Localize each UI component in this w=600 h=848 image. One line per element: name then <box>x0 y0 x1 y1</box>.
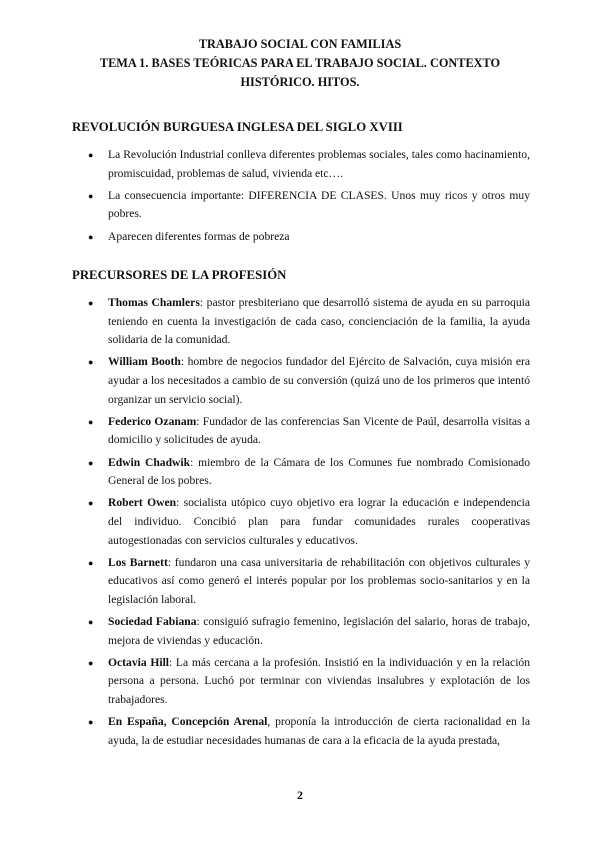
bullet-icon: ● <box>88 150 94 160</box>
list-item <box>72 454 530 491</box>
precursor-description: , proponía la introducción de cierta racionalidad en la ayuda, la de estudiar necesidades humanas de cara a la eficacia de la ayuda prestada, <box>108 715 530 747</box>
page-number: 2 <box>297 788 303 802</box>
list-item <box>72 294 530 350</box>
bullet-icon: ● <box>88 416 94 427</box>
bullet-icon: ● <box>88 190 94 201</box>
precursor-description: : Fundador de las conferencias San Vicente de Paúl, desarrolla visitas a domicilio y solicitudes de ayuda. <box>108 414 530 447</box>
precursores-bullet-list <box>72 294 530 754</box>
list-item <box>72 146 530 183</box>
bullet-icon: ● <box>88 657 94 668</box>
precursor-name: Sociedad Fabiana <box>108 615 197 629</box>
bullet-icon: ● <box>88 298 94 308</box>
document-header <box>60 35 540 92</box>
list-item <box>72 613 530 650</box>
header-topic-subtitle: HISTÓRICO. HITOS. <box>240 75 360 89</box>
bullet-icon: ● <box>88 357 94 368</box>
precursor-description: : fundaron una casa universitaria de rehabilitación con objetivos culturales y educativos así como generó el interés popular por los problemas socio-sanitarios y en la legislación laboral. <box>108 555 530 606</box>
bullet-icon: ● <box>88 231 94 242</box>
list-item <box>72 228 530 247</box>
revolucion-bullet-list <box>72 146 530 250</box>
precursor-description: : socialista utópico cuyo objetivo era lograr la educación e independencia del individuo. Concibió plan para fundar comunidades rurales cooperativas autogestionadas con servicios culturales y educativos. <box>108 496 531 547</box>
list-item-text: La Revolución Industrial conlleva diferentes problemas sociales, tales como hacinamiento, promiscuidad, problemas de salud, vivienda etc…. <box>108 148 530 180</box>
bullet-icon: ● <box>88 617 94 628</box>
header-course-title: TRABAJO SOCIAL CON FAMILIAS <box>198 37 402 51</box>
list-item <box>72 413 530 450</box>
list-item <box>72 654 530 710</box>
list-item <box>72 554 530 610</box>
section-title-revolucion: REVOLUCIÓN BURGUESA INGLESA DEL SIGLO XVIII <box>72 120 403 134</box>
precursor-description: : hombre de negocios fundador del Ejército de Salvación, cuya misión era ayudar a los necesitados a cambio de su conversión (quizá uno de los primeros que intentó organizar un servicio social). <box>108 355 530 406</box>
precursor-name: Robert Owen <box>108 496 177 510</box>
precursor-name: Los Barnett <box>108 555 168 569</box>
precursor-description: : pastor presbiteriano que desarrolló sistema de ayuda en su parroquia teniendo en cuenta la investigación de cada caso, concienciación de la familia, la ayuda solidaria de la comunidad. <box>108 296 530 347</box>
precursor-description: : miembro de la Cámara de los Comunes fue nombrado Comisionado General de los pobres. <box>108 455 531 488</box>
precursor-name: Edwin Chadwik <box>108 455 191 469</box>
precursor-name: Thomas Chamlers <box>108 296 200 309</box>
section-title-precursores: PRECURSORES DE LA PROFESIÓN <box>72 268 287 282</box>
list-item-text: Aparecen diferentes formas de pobreza <box>108 229 290 243</box>
bullet-icon: ● <box>88 717 94 728</box>
bullet-icon: ● <box>88 498 94 509</box>
bullet-icon: ● <box>88 557 94 568</box>
header-topic-title: TEMA 1. BASES TEÓRICAS PARA EL TRABAJO SOCIAL. CONTEXTO <box>99 56 501 70</box>
precursor-description: : consiguió sufragio femenino, legislación del salario, horas de trabajo, mejora de viviendas y educación. <box>108 615 530 647</box>
list-item <box>72 494 530 550</box>
list-item <box>72 353 530 409</box>
precursor-description: : La más cercana a la profesión. Insistió en la individuación y en la relación persona a persona. Luchó por terminar con viviendas insalubres y explotación de los trabajadores. <box>108 655 531 707</box>
precursor-name: En España, Concepción Arenal <box>108 715 268 729</box>
precursor-name: Octavia Hill <box>108 655 170 669</box>
precursor-name: Federico Ozanam <box>108 414 197 428</box>
list-item <box>72 187 530 224</box>
bullet-icon: ● <box>88 457 94 468</box>
list-item-text: La consecuencia importante: DIFERENCIA DE CLASES. Unos muy ricos y otros muy pobres. <box>108 188 530 221</box>
list-item <box>72 713 530 750</box>
precursor-name: William Booth <box>108 355 181 369</box>
